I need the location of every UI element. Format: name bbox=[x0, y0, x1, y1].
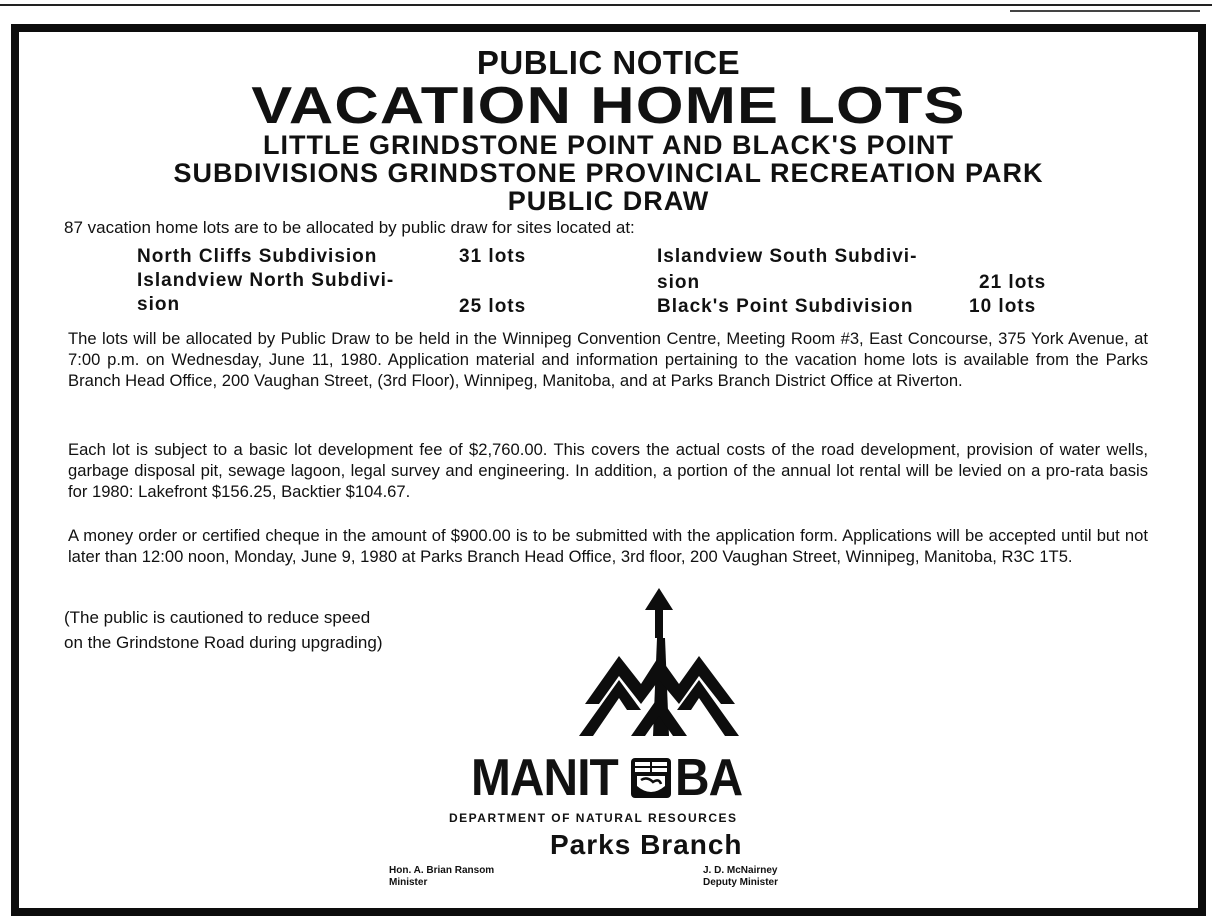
top-rule bbox=[0, 4, 1212, 6]
parks-branch: Parks Branch bbox=[550, 829, 743, 860]
notice-subtitle-line2: SUBDIVISIONS GRINDSTONE PROVINCIAL RECREATION PARK bbox=[173, 158, 1044, 188]
islandview-south-name-line1: Islandview South Subdivi- bbox=[657, 246, 918, 267]
islandview-north-name-line2: sion bbox=[137, 294, 181, 315]
department-name: DEPARTMENT OF NATURAL RESOURCES bbox=[449, 811, 738, 825]
islandview-north-count: 25 lots bbox=[459, 296, 527, 317]
deputy-name: J. D. McNairney bbox=[703, 865, 778, 876]
manitoba-wordmark bbox=[471, 748, 751, 808]
north-cliffs-count: 31 lots bbox=[459, 246, 527, 267]
manitoba-logo-icon bbox=[579, 588, 759, 748]
islandview-south-name-line2: sion bbox=[657, 272, 701, 293]
payment-paragraph: A money order or certified cheque in the amount of $900.00 is to be submitted with the application form. Applications will be accepted until but not later than 12:00 noon, Monday, June 9, 1980 at Parks Branch Head Office, 3rd floor, 200 Vaughan Street, Winnipeg, Manitoba, R3C 1T5. bbox=[68, 526, 1148, 566]
top-rule-secondary bbox=[1010, 10, 1200, 12]
caution-line1: (The public is cautioned to reduce speed bbox=[64, 608, 371, 627]
blacks-point-name: Black's Point Subdivision bbox=[657, 296, 914, 317]
north-cliffs-name: North Cliffs Subdivision bbox=[137, 246, 378, 267]
islandview-south-count: 21 lots bbox=[979, 272, 1047, 293]
fee-paragraph: Each lot is subject to a basic lot development fee of $2,760.00. This covers the actual costs of the road development, provision of water wells, garbage disposal pit, sewage lagoon, legal survey and engineering. In addition, a portion of the annual lot rental will be levied on a pro-rata basis for 1980: Lakefront $156.25, Backtier $104.67. bbox=[68, 440, 1148, 501]
islandview-north-name-line1: Islandview North Subdivi- bbox=[137, 270, 395, 291]
coat-of-arms-icon bbox=[629, 756, 673, 800]
caution-line2: on the Grindstone Road during upgrading) bbox=[64, 633, 383, 652]
deputy-title: Deputy Minister bbox=[703, 877, 779, 888]
notice-subtitle-line1: LITTLE GRINDSTONE POINT AND BLACK'S POINT bbox=[263, 130, 954, 160]
notice-frame bbox=[11, 24, 1206, 916]
intro-text: 87 vacation home lots are to be allocated by public draw for sites located at: bbox=[64, 218, 635, 237]
wordmark-left: MANIT bbox=[471, 749, 618, 807]
notice-heading: PUBLIC NOTICE bbox=[476, 44, 741, 81]
draw-paragraph: The lots will be allocated by Public Draw to be held in the Winnipeg Convention Centre, Meeting Room #3, East Concourse, 375 York Avenue, at 7:00 p.m. on Wednesday, June 11, 1980. Application material and information pertaining to the vacation home lots is available from the Parks Branch Head Office, 200 Vaughan Street, (3rd Floor), Winnipeg, Manitoba, and at Parks Branch District Office at Riverton. bbox=[68, 329, 1148, 390]
deputy-minister-signature bbox=[703, 865, 778, 889]
caution-note bbox=[64, 605, 383, 655]
blacks-point-count: 10 lots bbox=[969, 296, 1037, 317]
wordmark-right: BA bbox=[675, 749, 743, 807]
minister-title: Minister bbox=[389, 877, 428, 888]
minister-name: Hon. A. Brian Ransom bbox=[389, 865, 495, 876]
minister-signature bbox=[389, 865, 494, 889]
notice-title: VACATION HOME LOTS bbox=[251, 77, 966, 135]
notice-subtitle-line3: PUBLIC DRAW bbox=[507, 186, 710, 216]
